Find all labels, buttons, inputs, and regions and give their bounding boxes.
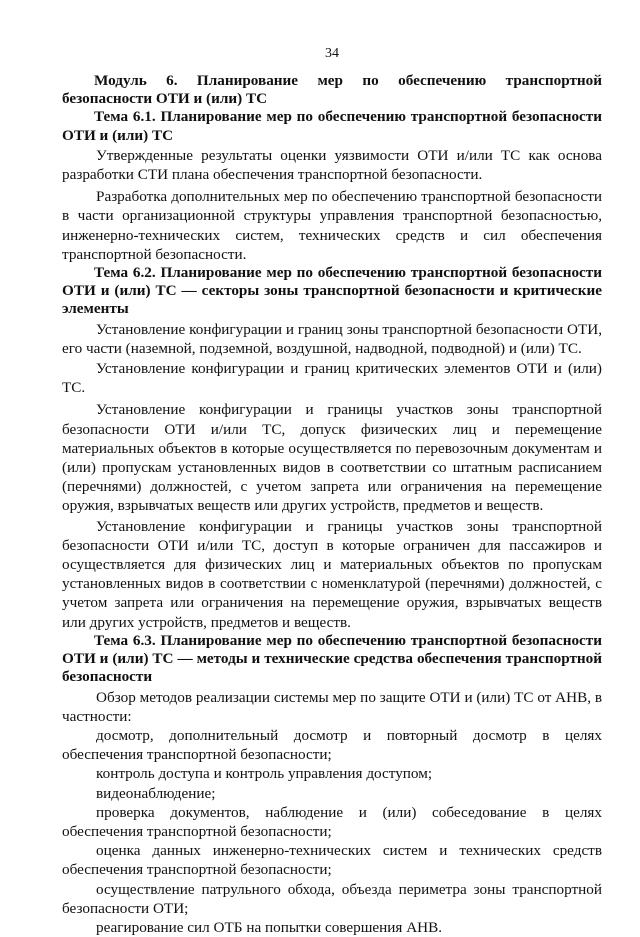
topic-6-1-title: Тема 6.1. Планирование мер по обеспечению транспортной безопасности ОТИ и (или) ТС xyxy=(62,108,602,144)
method-list-item: осуществление патрульного обхода, объезда периметра зоны транспортной безопасности ОТИ; xyxy=(62,880,602,917)
topic-6-3-intro: Обзор методов реализации системы мер по защите ОТИ и (или) ТС от АНВ, в частности: xyxy=(62,688,602,725)
method-list-item: оценка данных инженерно-технических систем и технических средств обеспечения транспортной безопасности; xyxy=(62,842,602,879)
method-list-item: контроль доступа и контроль управления доступом; xyxy=(96,765,433,783)
topic-6-2-paragraph: Установление конфигурации и границ критических элементов ОТИ и (или) ТС. xyxy=(62,360,602,397)
topic-6-3-title: Тема 6.3. Планирование мер по обеспечению транспортной безопасности ОТИ и (или) ТС — методы и технические средства обеспечения транспортной безопасности xyxy=(62,631,602,686)
topic-6-2-paragraph: Установление конфигурации и границы участков зоны транспортной безопасности ОТИ и/или ТС, доступ в которые ограничен для пассажиров и осуществляется для физических лиц и материальных объектов по пропускам установленных видов в соответствии с номенклатурой (перечнями) должностей, с учетом запрета или ограничения на перемещение оружия, взрывчатых веществ или других устройств, предметов и веществ. xyxy=(62,517,602,631)
topic-6-1-paragraph: Разработка дополнительных мер по обеспечению транспортной безопасности в части организационной структуры управления транспортной безопасностью, инженерно-технических систем, технических средств и сил обеспечения транспортной безопасности. xyxy=(62,188,602,263)
page-number: 34 xyxy=(325,46,339,61)
topic-6-1-paragraph: Утвержденные результаты оценки уязвимости ОТИ и/или ТС как основа разработки СТИ плана обеспечения транспортной безопасности. xyxy=(62,146,602,184)
topic-6-2-title: Тема 6.2. Планирование мер по обеспечению транспортной безопасности ОТИ и (или) ТС — секторы зоны транспортной безопасности и критические элементы xyxy=(62,264,602,318)
method-list-item: реагирование сил ОТБ на попытки совершения АНВ. xyxy=(96,918,443,936)
module-title: Модуль 6. Планирование мер по обеспечению транспортной безопасности ОТИ и (или) ТС xyxy=(62,72,602,108)
method-list-item: проверка документов, наблюдение и (или) собеседование в целях обеспечения транспортной безопасности; xyxy=(62,803,602,840)
topic-6-2-paragraph: Установление конфигурации и границы участков зоны транспортной безопасности ОТИ и/или ТС, допуск физических лиц и перемещение материальных объектов в которые осуществляется по перевозочным документам и (или) пропускам установленных видов в соответствии со штатным расписанием (перечнями) должностей, с учетом запрета или ограничения на перемещение оружия, взрывчатых веществ или других устройств, предметов и веществ. xyxy=(62,401,602,515)
topic-6-2-paragraph: Установление конфигурации и границ зоны транспортной безопасности ОТИ, его части (наземной, подземной, воздушной, надводной, подводной) и (или) ТС. xyxy=(62,320,602,357)
method-list-item: видеонаблюдение; xyxy=(96,784,216,802)
method-list-item: досмотр, дополнительный досмотр и повторный досмотр в целях обеспечения транспортной безопасности; xyxy=(62,726,602,764)
